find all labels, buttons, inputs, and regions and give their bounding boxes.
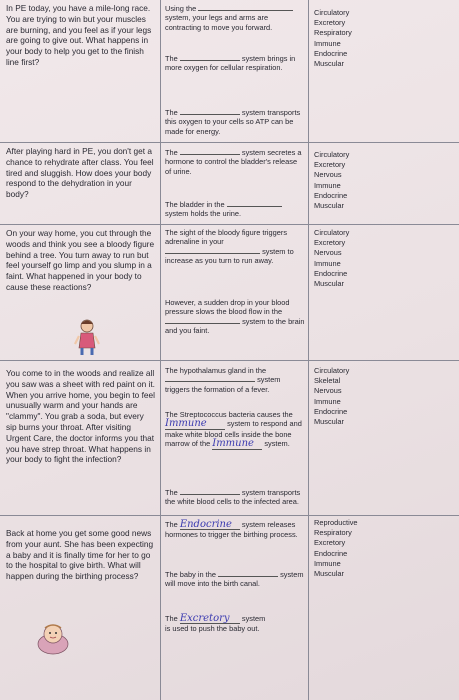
system-option: Respiratory: [314, 28, 352, 38]
system-option: Immune: [314, 38, 341, 48]
scenario-birth: Back at home you get some good news from your aunt. She has been expecting a baby and it is finally time for her to go to the hospital to give birth. What will happen during the birthing process?: [6, 528, 154, 582]
question-transport-wbc: The system transports the white blood cells to the infected area.: [165, 488, 301, 507]
system-option: Excretory: [314, 18, 346, 28]
system-option: Endocrine: [314, 48, 348, 58]
row-divider: [0, 142, 459, 143]
question-respiratory: The system brings in more oxygen for cellular respiration.: [165, 54, 296, 73]
system-option: Immune: [314, 180, 341, 190]
answer-blank[interactable]: [165, 323, 240, 324]
fainting-figure-icon: [74, 318, 100, 356]
answer-blank[interactable]: [227, 206, 282, 207]
system-list: [314, 518, 374, 579]
system-option: Immune: [314, 396, 341, 406]
system-option: Muscular: [314, 417, 344, 427]
answer-blank[interactable]: [180, 154, 240, 155]
system-option: Excretory: [314, 238, 346, 248]
baby-icon: [34, 622, 72, 656]
question-birth-canal: The baby in the system will move into the birth canal.: [165, 570, 304, 589]
answer-excretory[interactable]: Excretory: [180, 614, 240, 624]
question-muscle: Using the system, your legs and arms are contracting to move you forward.: [165, 4, 305, 32]
question-blood-pressure: However, a sudden drop in your blood pressure slows the blood flow in the system to the brain and you faint.: [165, 298, 305, 336]
answer-blank[interactable]: [165, 381, 255, 382]
question-fever: The hypothalamus gland in the system triggers the formation of a fever.: [165, 366, 281, 394]
answer-endocrine[interactable]: Endocrine: [180, 520, 240, 530]
row-divider: [0, 224, 459, 225]
system-option: Muscular: [314, 569, 344, 579]
question-push: The Excretory system is used to push the baby out.: [165, 613, 266, 634]
answer-blank[interactable]: [180, 60, 240, 61]
scenario-race: In PE today, you have a mile-long race. You are trying to win but your muscles are burning, and you feel as if your legs are going to give out. What happens in your body to help you get to the finish line first?: [6, 3, 152, 67]
row-divider: [0, 515, 459, 516]
system-option: Nervous: [314, 248, 342, 258]
system-option: Muscular: [314, 201, 344, 211]
system-option: Muscular: [314, 279, 344, 289]
system-option: Nervous: [314, 170, 342, 180]
system-option: Circulatory: [314, 366, 350, 375]
system-list: [314, 228, 374, 289]
column-divider: [308, 0, 309, 700]
question-white-blood-cells: The Streptococcus bacteria causes the Immune system to respond and make white blood cells inside the bone marrow of the Immune system.: [165, 410, 302, 450]
question-bladder: The bladder in the system holds the urine.: [165, 200, 305, 219]
system-option: Respiratory: [314, 528, 352, 538]
system-option: Endocrine: [314, 268, 348, 278]
system-option: Excretory: [314, 538, 346, 548]
system-option: Circulatory: [314, 8, 350, 17]
question-endocrine-bladder: The system secretes a hormone to control the bladder's release of urine.: [165, 148, 302, 176]
answer-immune-2[interactable]: Immune: [212, 439, 262, 449]
system-option: Endocrine: [314, 190, 348, 200]
system-list: [314, 150, 374, 211]
question-endocrine-birth: The Endocrine system releases hormones to trigger the birthing process.: [165, 519, 298, 540]
system-option: Endocrine: [314, 406, 348, 416]
system-option: Endocrine: [314, 548, 348, 558]
system-list: [314, 8, 374, 69]
answer-blank[interactable]: [180, 114, 240, 115]
question-circulatory: The system transports this oxygen to your cells so ATP can be made for energy.: [165, 108, 301, 136]
system-option: Reproductive: [314, 518, 358, 527]
system-option: Circulatory: [314, 150, 350, 159]
answer-blank[interactable]: [180, 494, 240, 495]
scenario-strep: You come to in the woods and realize all you saw was a sheet with red paint on it. When you arrive home, you begin to feel unusually warm and your hands are "clammy". You grab a soda, but every sip burns your throat. After visiting Urgent Care, the doctor informs you that you have strep throat. What happens in your body to fight the infection?: [6, 368, 155, 465]
system-list: [314, 366, 374, 427]
column-divider: [160, 0, 161, 700]
answer-blank[interactable]: [198, 10, 293, 11]
question-adrenaline: The sight of the bloody figure triggers adrenaline in your system to increase as you turn to run away.: [165, 228, 294, 266]
system-option: Excretory: [314, 160, 346, 170]
scenario-woods: On your way home, you cut through the woods and think you see a bloody figure behind a tree. You turn away to run but feel yourself go limp and you slump in a faint. What happened in your body to cause these reactions?: [6, 228, 155, 292]
system-option: Skeletal: [314, 376, 341, 386]
scenario-dehydration: After playing hard in PE, you don't get a chance to rehydrate after class. You feel tired and sluggish. How does your body respond to the dehydration in your body?: [6, 146, 154, 200]
answer-blank[interactable]: [218, 576, 278, 577]
system-option: Circulatory: [314, 228, 350, 237]
system-option: Muscular: [314, 59, 344, 69]
system-option: Immune: [314, 558, 341, 568]
system-option: Nervous: [314, 386, 342, 396]
system-option: Immune: [314, 258, 341, 268]
answer-immune-1[interactable]: Immune: [165, 419, 225, 429]
answer-blank[interactable]: [165, 253, 260, 254]
row-divider: [0, 360, 459, 361]
